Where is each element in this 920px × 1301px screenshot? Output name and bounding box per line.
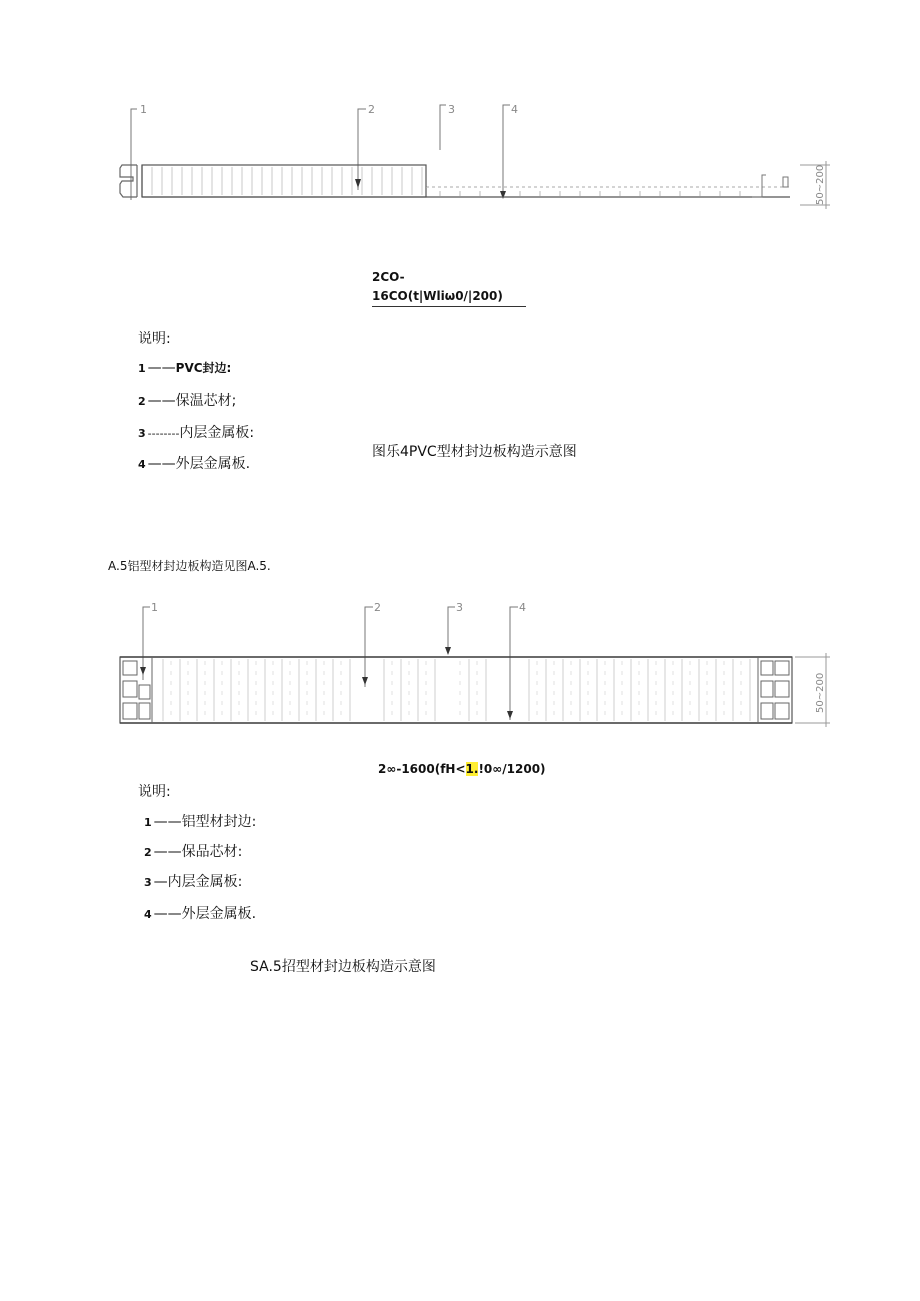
callout-4: 4 [519,601,526,614]
pvc-panel-diagram [0,95,920,220]
aluminum-edge-profile-right [758,657,789,723]
dimension-line-1: 2CO- [372,270,405,284]
pvc-panel-drawing [0,95,920,220]
callout-leaders [131,105,510,200]
note-item: 2 ——保品芯材: [144,844,243,860]
note-item: 4 ——外层金属板. [144,906,257,922]
note-item: 2 ——保温芯材; [138,393,237,409]
callout-3: 3 [448,103,455,116]
side-dimension-label: 50~200 [815,672,826,713]
callout-1: 1 [140,103,147,116]
note-item: 1 ——铝型材封边: [144,814,257,830]
note-item: 4 ——外层金属板. [138,456,251,472]
callout-leaders [143,607,518,720]
core-thin-hatching [440,191,740,196]
callout-2: 2 [368,103,375,116]
figure-caption: SA.5招型材封边板构造示意图 [250,959,436,975]
aluminum-panel-diagram [0,595,920,745]
core-hatching [152,167,422,195]
section-heading: A.5铝型材封边板构造见图A.5. [108,559,271,573]
callout-3: 3 [456,601,463,614]
aluminum-edge-profile-left [123,657,152,723]
aluminum-panel-drawing [0,595,920,745]
pvc-right-edge [752,175,788,197]
callout-2: 2 [374,601,381,614]
figure-caption: 图乐4PVC型材封边板构造示意图 [372,444,577,460]
callout-4: 4 [511,103,518,116]
core-hatching [163,659,750,721]
highlighted-text: 1. [465,762,479,776]
note-item: 1 ——PVC封边: [138,360,232,376]
dimension-line: 2∞-1600(fH<1.!0∞/1200) [378,762,546,776]
core-dash-hatching [171,661,741,719]
callout-1: 1 [151,601,158,614]
side-dimension-label: 50~200 [815,164,826,205]
notes-title: 说明: [138,331,171,347]
note-item: 3 --------内层金属板: [138,425,255,441]
notes-title: 说明: [138,784,171,800]
dimension-line-2: 16CO(t|Wliω0/|200) [372,287,526,307]
note-item: 3 —内层金属板: [144,874,243,890]
